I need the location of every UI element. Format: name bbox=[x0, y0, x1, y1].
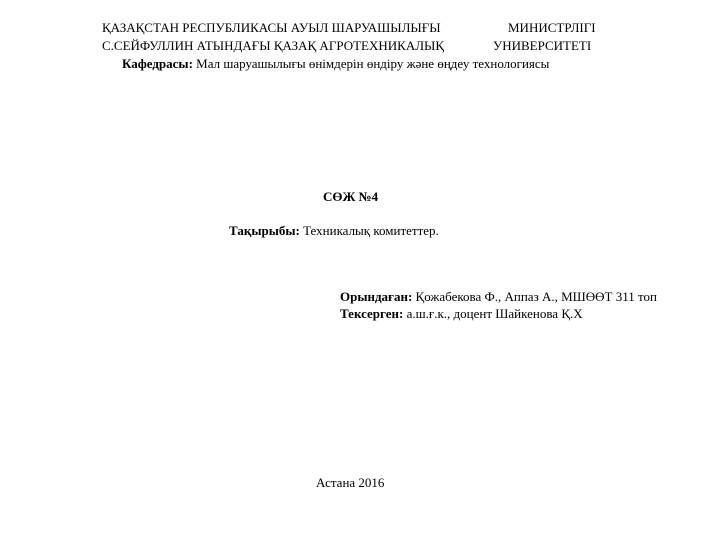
checked-value: а.ш.ғ.к., доцент Шайкенова Қ.Х bbox=[403, 306, 583, 321]
university-title: С.СЕЙФУЛЛИН АТЫНДАҒЫ ҚАЗАҚ АГРОТЕХНИКАЛЫҚ bbox=[102, 38, 445, 53]
ministry-title-end: МИНИСТРЛІГІ bbox=[508, 20, 596, 35]
performed-by-line bbox=[340, 289, 657, 304]
checked-label: Тексерген: bbox=[340, 306, 404, 321]
city-year: Астана 2016 bbox=[316, 475, 385, 490]
university-title-end: УНИВЕРСИТЕТІ bbox=[493, 38, 592, 53]
topic-value: Техникалық комитеттер. bbox=[299, 223, 439, 238]
department-value: Мал шаруашылығы өнімдерін өндіру және өңдеу технологиясы bbox=[192, 56, 550, 71]
topic-label: Тақырыбы: bbox=[229, 223, 300, 238]
ministry-title: ҚАЗАҚСТАН РЕСПУБЛИКАСЫ АУЫЛ ШАРУАШЫЛЫҒЫ bbox=[102, 20, 441, 35]
topic-line bbox=[229, 223, 439, 238]
department-label: Кафедрасы: bbox=[122, 56, 193, 71]
department-line bbox=[122, 56, 549, 71]
work-title: СӨЖ №4 bbox=[323, 189, 379, 204]
performed-label: Орындаған: bbox=[340, 289, 413, 304]
performed-value: Қожабекова Ф., Аппаз А., МШӨӨТ 311 топ bbox=[412, 289, 657, 304]
checked-by-line bbox=[340, 306, 583, 321]
